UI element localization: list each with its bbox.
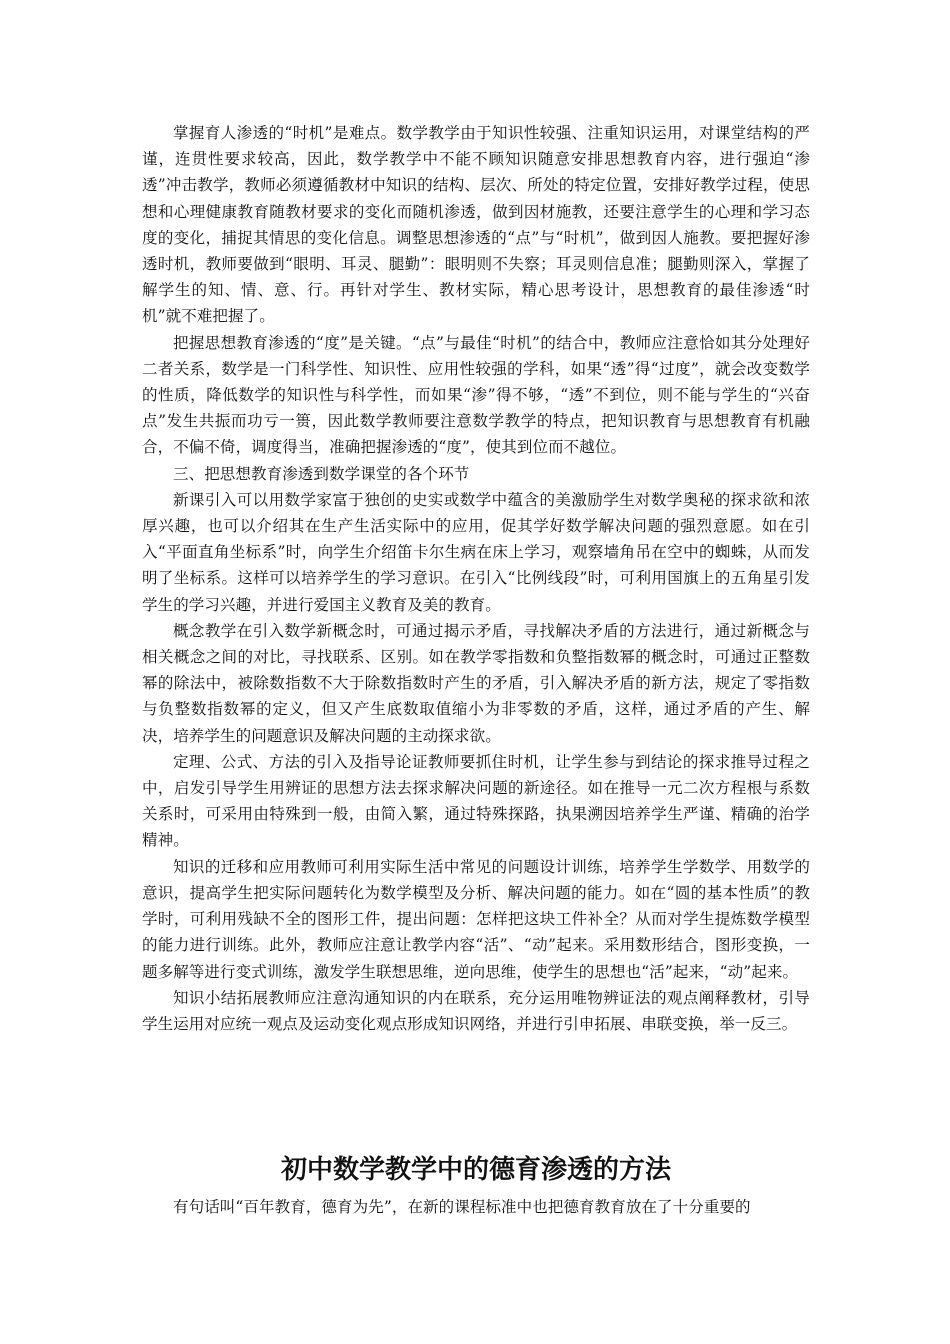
paragraph-new-lesson: 新课引入可以用数学家富于独创的史实或数学中蕴含的美激励学生对数学奥秘的探求欲和浓厚兴趣，也可以介绍其在生产生活实际中的应用，促其学好数学解决问题的强烈意愿。如在引入“平面直角坐标系”时，向学生介绍笛卡尔生病在床上学习，观察墙角吊在空中的蜘蛛，从而发明了坐标系。这样可以培养学生的学习意识。在引入“比例线段”时，可利用国旗上的五角星引发学生的学习兴趣，并进行爱国主义教育及美的教育。 bbox=[142, 490, 810, 614]
paragraph-concept-teaching: 概念教学在引入数学新概念时，可通过揭示矛盾，寻找解决矛盾的方法进行，通过新概念与相关概念之间的对比，寻找联系、区别。如在教学零指数和负整指数幂的概念时，可通过正整数幂的除法中，被除数指数不大于除数指数时产生的矛盾，引入解决矛盾的新方法，规定了零指数与负整数指数幂的定义，但又产生底数取值缩小为非零数的矛盾，这样，通过矛盾的产生、解决，培养学生的问题意识及解决问题的主动探求欲。 bbox=[142, 621, 810, 745]
article-body bbox=[142, 1194, 810, 1220]
paragraph-summary: 知识小结拓展教师应注意沟通知识的内在联系，充分运用唯物辨证法的观点阐释教材，引导学生运用对应统一观点及运动变化观点形成知识网络，并进行引申拓展、串联变换，举一反三。 bbox=[142, 988, 810, 1033]
paragraph-knowledge-transfer: 知识的迁移和应用教师可利用实际生活中常见的问题设计训练，培养学生学数学、用数学的意识，提高学生把实际问题转化为数学模型及分析、解决问题的能力。如在“圆的基本性质”的教学时，可利用残缺不全的图形工件，提出问题：怎样把这块工件补全？从而对学生提炼数学模型的能力进行训练。此外，教师应注意让教学内容“活”、“动”起来。采用数形结合，图形变换，一题多解等进行变式训练，激发学生联想思维，逆向思维，使学生的思想也“活”起来，“动”起来。 bbox=[142, 857, 810, 981]
article-title: 初中数学教学中的德育渗透的方法 bbox=[280, 1155, 671, 1185]
paragraph-timing: 掌握育人渗透的“时机”是难点。数学教学由于知识性较强、注重知识运用，对课堂结构的严谨，连贯性要求较高，因此，数学教学中不能不顾知识随意安排思想教育内容，进行强迫“渗透”冲击教学，教师必须遵循教材中知识的结构、层次、所处的特定位置，安排好教学过程，使思想和心理健康教育随教材要求的变化而随机渗透，做到因材施教，还要注意学生的心理和学习态度的变化，捕捉其情思的变化信息。调整思想渗透的“点”与“时机”，做到因人施教。要把握好渗透时机，教师要做到“眼明、耳灵、腿勤”：眼明则不失察；耳灵则信息准；腿勤则深入，掌握了解学生的知、情、意、行。再针对学生、教材实际，精心思考设计，思想教育的最佳渗透“时机”就不难把握了。 bbox=[142, 124, 810, 326]
paragraph-degree: 把握思想教育渗透的“度”是关键。“点”与最佳“时机”的结合中，教师应注意恰如其分处理好二者关系，数学是一门科学性、知识性、应用性较强的学科，如果“透”得“过度”，就会改变数学的性质，降低数学的知识性与科学性，而如果“渗”得不够，“透”不到位，则不能与学生的“兴奋点”发生共振而功亏一篑，因此数学教师要注意数学教学的特点，把知识教育与思想教育有机融合，不偏不倚，调度得当，准确把握渗透的“度”，使其到位而不越位。 bbox=[142, 333, 810, 457]
document-body bbox=[142, 120, 810, 1037]
paragraph-intro: 有句话叫“百年教育，德育为先”，在新的课程标准中也把德育教育放在了十分重要的 bbox=[173, 1198, 751, 1216]
paragraph-theorem-formula: 定理、公式、方法的引入及指导论证教师要抓住时机，让学生参与到结论的探求推导过程之中，启发引导学生用辨证的思想方法去探求解决问题的新途径。如在推导一元二次方程根与系数关系时，可采用由特殊到一般，由简入繁，通过特殊探路，执果溯因培养学生严谨、精确的治学精神。 bbox=[142, 752, 810, 850]
section-heading-3: 三、把思想教育渗透到数学课堂的各个环节 bbox=[173, 464, 470, 483]
